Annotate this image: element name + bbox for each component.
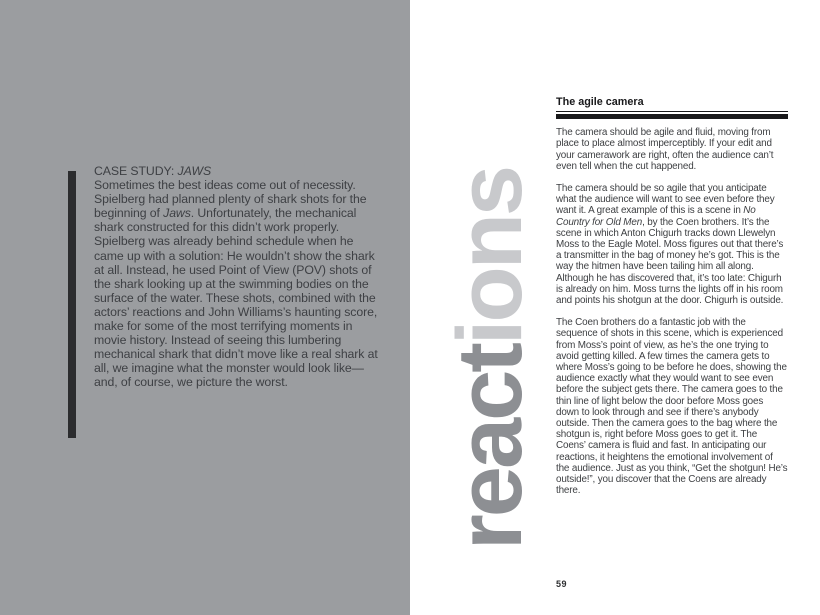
case-study-body-segment: Sometimes the best ideas come out of necessity. Spielberg had planned plenty of shark shots for the beginning of [94,178,367,221]
heading-rule [556,114,788,119]
case-study-body [94,178,383,389]
paragraph-2-segment: , by the Coen brothers. It’s the scene in which Anton Chigurh tracks down Llewelyn Moss to the Eagle Motel. Moss figures out that there’s a transmitter in the bag of money he’s got. This is the way the hitmen have been tailing him all along. Although he has discovered that, it’s too late: Chigurh is already on him. Moss turns the lights off in his room and points his shotgun at the door. Chigurh is outside. [556,216,784,307]
section-heading: The agile camera [556,97,788,112]
case-study-accent-bar [68,171,76,438]
case-study-heading-prefix: CASE STUDY: [94,164,178,178]
case-study-body-segment: . Unfortunately, the mechanical shark constructed for this didn’t work properly. Spielberg was already behind schedule when he came up with a solution: He wouldn’t show the shark at all. Instead, he used Point of View (POV) shots of the shark looking up at the swimming bodies on the surface of the water. These shots, combined with the actors’ reactions and John Williams’s haunting score, make for some of the most terrifying moments in movie history. Instead of seeing this lumbering mechanical shark that didn’t move like a real shark at all, we imagine what the monster would look like—and, of course, we picture the worst. [94,206,378,390]
paragraph-2-segment-italic: No Country for Old Men [556,205,756,228]
right-page [410,0,820,615]
case-study-heading [94,164,383,178]
page-number: 59 [556,579,568,589]
section-text-column [556,97,788,508]
case-study-body-segment-italic: Jaws [163,206,191,221]
paragraph-2-segment: The camera should be so agile that you anticipate what the audience will want to see even before they want it. A great example of this is a scene in [556,183,775,217]
chapter-word-dark-part: react [439,345,541,550]
body-paragraph-3: The Coen brothers do a fantastic job with the sequence of shots in this scene, which is experienced from Moss’s point of view, as he’s the one trying to avoid getting killed. A few times the camera gets to where Moss’s going to be before he does, showing the audience exactly what they would want to see even before the subject gets there. The camera goes to the thin line of light below the door before Moss goes down to look through and see if there’s anybody outside. Then the camera goes to the bag where the shotgun is, right before Moss goes to get it. The Coens’ camera is fluid and fast. In anticipating our reactions, it heightens the emotional involvement of the audience. Just as you think, “Get the shotgun! He’s outside!”, you discover that the Coens are already there. [556,317,788,497]
body-paragraph-1: The camera should be agile and fluid, moving from place to place almost imperceptibly. If your edit and your camerawork are right, often the audience can’t even tell when the cut happened. [556,127,774,172]
case-study-block [94,164,383,390]
body-paragraph-2 [556,183,788,306]
chapter-word-light-part: ions [439,167,541,346]
case-study-heading-title: JAWS [177,164,212,178]
chapter-word-vertical [439,90,541,550]
